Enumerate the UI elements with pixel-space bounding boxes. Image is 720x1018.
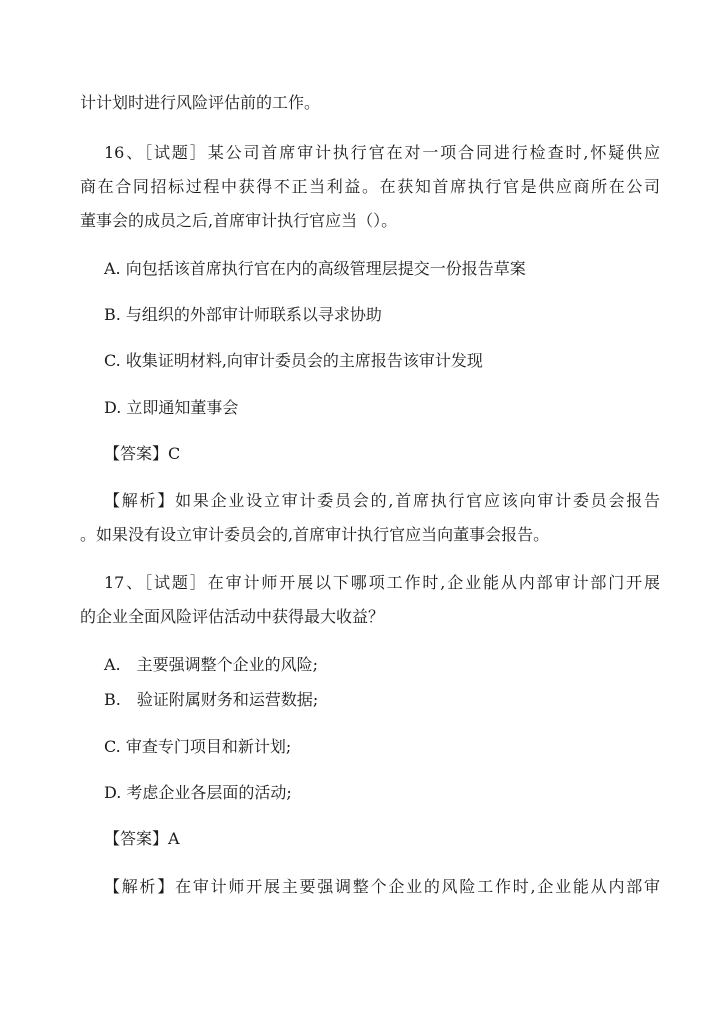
question-16-explanation-line-2: 。如果没有设立审计委员会的,首席审计执行官应当向董事会报告。 — [80, 525, 550, 544]
question-16-option-a: A. 向包括该首席执行官在内的高级管理层提交一份报告草案 — [104, 259, 526, 278]
question-17-option-c: C. 审查专门项目和新计划; — [104, 737, 292, 756]
question-17-option-b: B. 验证附属财务和运营数据; — [104, 690, 319, 709]
question-16-explanation-line-1: 【解析】如果企业设立审计委员会的,首席执行官应该向审计委员会报告 — [104, 491, 660, 510]
question-16-option-b: B. 与组织的外部审计师联系以寻求协助 — [104, 305, 382, 324]
question-16-line-3: 董事会的成员之后,首席审计执行官应当（）。 — [80, 211, 398, 230]
question-16-option-c: C. 收集证明材料,向审计委员会的主席报告该审计发现 — [104, 351, 483, 370]
question-17-explanation-line-1: 【解析】在审计师开展主要强调整个企业的风险工作时,企业能从内部审 — [104, 877, 660, 896]
paragraph-continuation: 计计划时进行风险评估前的工作。 — [80, 93, 321, 112]
question-16-answer: 【答案】C — [104, 444, 181, 463]
question-16-option-d: D. 立即通知董事会 — [104, 398, 239, 417]
question-17-option-d: D. 考虑企业各层面的活动; — [104, 783, 292, 802]
question-16-line-2: 商在合同招标过程中获得不正当利益。在获知首席执行官是供应商所在公司 — [80, 177, 660, 196]
question-17-line-1: 17、［试题］在审计师开展以下哪项工作时,企业能从内部审计部门开展 — [104, 573, 660, 592]
question-17-line-2: 的企业全面风险评估活动中获得最大收益？ — [80, 607, 385, 626]
question-17-option-a: A. 主要强调整个企业的风险; — [104, 655, 319, 674]
question-16-line-1: 16、［试题］某公司首席审计执行官在对一项合同进行检查时,怀疑供应 — [104, 143, 660, 162]
question-17-answer: 【答案】A — [104, 829, 180, 848]
